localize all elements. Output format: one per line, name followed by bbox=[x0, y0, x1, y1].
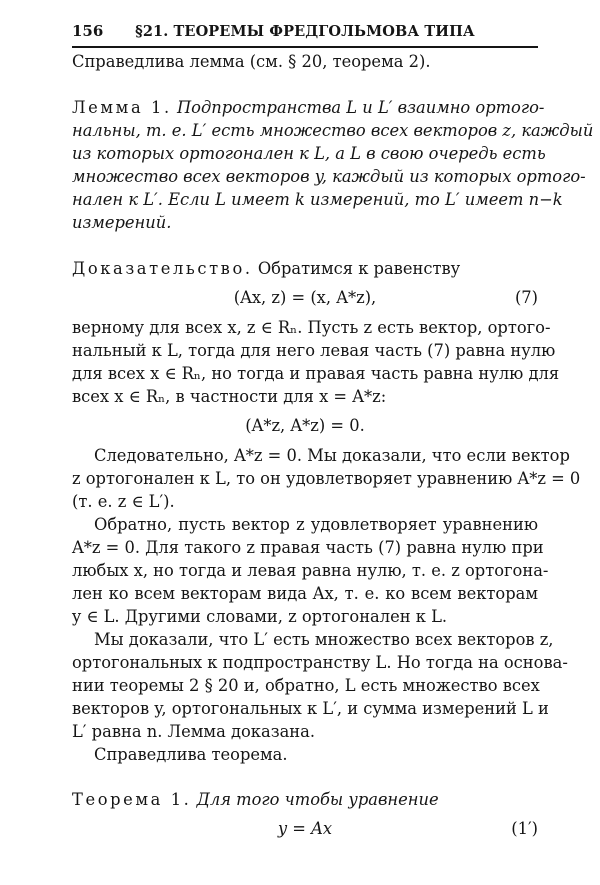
theorem-equation: y = Ax bbox=[277, 819, 333, 838]
proof-line: нальный к L, тогда для него левая часть (7) равна нулю bbox=[72, 341, 556, 360]
proof-line: Мы доказали, что L′ есть множество всех векторов z, bbox=[94, 630, 554, 649]
theorem-label: Теорема 1. bbox=[72, 790, 192, 809]
proof-line: лен ко всем векторам вида Ax, т. е. ко всем векторам bbox=[72, 584, 538, 603]
proof-line: всех x ∈ Rₙ, в частности для x = A*z: bbox=[72, 387, 387, 406]
proof-line: L′ равна n. Лемма доказана. bbox=[72, 722, 316, 741]
lemma-line: нальны, т. е. L′ есть множество всех векторов z, каждый bbox=[72, 121, 594, 140]
lemma-label: Лемма 1. bbox=[72, 98, 172, 117]
lemma-line: множество всех векторов y, каждый из которых ортого- bbox=[72, 167, 586, 186]
theorem-equation-number: (1′) bbox=[511, 819, 538, 838]
equation-7: (Ax, z) = (x, A*z), bbox=[233, 288, 377, 307]
proof-line: Следовательно, A*z = 0. Мы доказали, что если вектор bbox=[94, 446, 570, 465]
proof-line: любых x, но тогда и левая равна нулю, т. е. z ортогона- bbox=[72, 561, 549, 580]
display-equation-2: (A*z, A*z) = 0. bbox=[245, 416, 365, 435]
proof-first-line bbox=[72, 257, 538, 280]
proof-line: ортогональных к подпространству L. Но тогда на основа- bbox=[72, 653, 568, 672]
proof-label: Доказательство. bbox=[72, 259, 253, 278]
proof-line: z ортогонален к L, то он удовлетворяет уравнению A*z = 0 bbox=[72, 469, 581, 488]
proof-line: A*z = 0. Для такого z правая часть (7) равна нулю при bbox=[72, 538, 544, 557]
display-equation-1prime bbox=[72, 817, 538, 840]
lemma-line bbox=[72, 96, 545, 119]
lemma-line: нален к L′. Если L имеет k измерений, то L′ имеет n−k bbox=[72, 190, 563, 209]
display-equation-7 bbox=[72, 286, 538, 309]
proof-line: для всех x ∈ Rₙ, но тогда и правая часть равна нулю для bbox=[72, 364, 560, 383]
theorem-text: Для того чтобы уравнение bbox=[196, 790, 439, 809]
proof-first-text: Обратимся к равенству bbox=[257, 259, 461, 278]
theorem-line bbox=[72, 788, 538, 811]
proof-line: векторов y, ортогональных к L′, и сумма измерений L и bbox=[72, 699, 549, 718]
proof-line: верному для всех x, z ∈ Rₙ. Пусть z есть вектор, ортого- bbox=[72, 318, 551, 337]
proof-line: Обратно, пусть вектор z удовлетворяет уравнению bbox=[94, 515, 538, 534]
lemma-text: Подпространства L и L′ взаимно ортого- bbox=[176, 98, 545, 117]
proof-line: нии теоремы 2 § 20 и, обратно, L есть множество всех bbox=[72, 676, 540, 695]
running-header bbox=[72, 20, 538, 48]
lemma-line: из которых ортогонален к L, а L в свою очередь есть bbox=[72, 144, 546, 163]
intro-line: Справедлива лемма (см. § 20, теорема 2). bbox=[72, 52, 431, 71]
page-number: 156 bbox=[72, 22, 104, 40]
proof-line: y ∈ L. Другими словами, z ортогонален к L. bbox=[72, 607, 448, 626]
lemma-line: измерений. bbox=[72, 213, 172, 232]
section-title: §21. ТЕОРЕМЫ ФРЕДГОЛЬМОВА ТИПА bbox=[135, 23, 475, 40]
equation-7-number: (7) bbox=[514, 288, 538, 307]
theorem-intro-line: Справедлива теорема. bbox=[94, 745, 288, 764]
proof-line: (т. е. z ∈ L′). bbox=[72, 492, 175, 511]
